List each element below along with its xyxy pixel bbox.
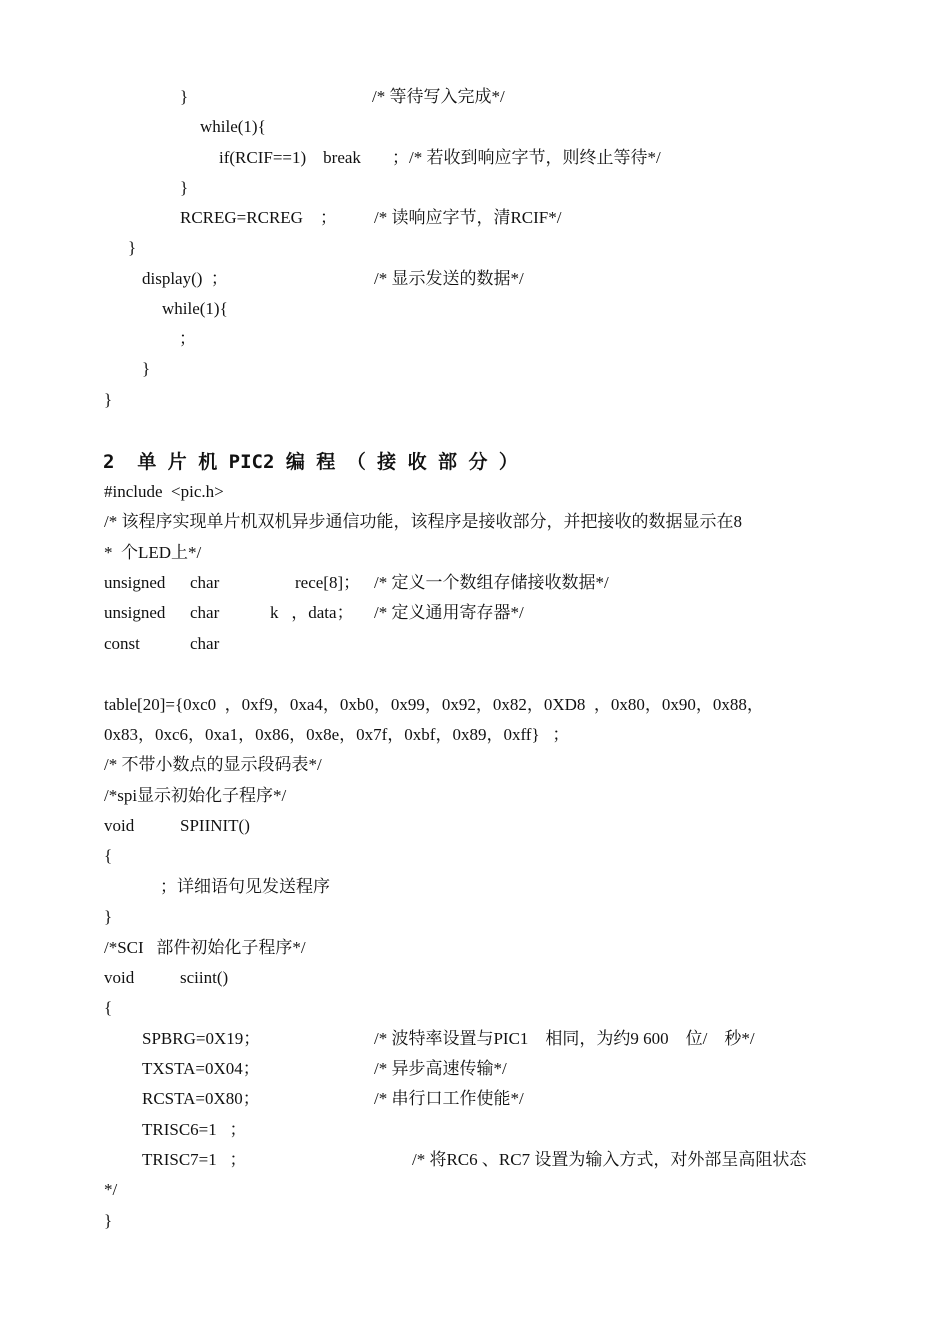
code-text: sciint()	[180, 968, 229, 987]
code-text: TRISC7=1 ；	[142, 1150, 247, 1169]
code-comment: /* 波特率设置与PIC1 相同，为约9 600 位/ 秒*/	[374, 1029, 755, 1048]
code-line: TRISC6=1 ；	[142, 1120, 247, 1139]
code-text: char	[190, 573, 220, 592]
code-line: }	[104, 1211, 113, 1230]
code-comment: /* 串行口工作使能*/	[374, 1089, 524, 1108]
code-line: #include <pic.h>	[104, 482, 224, 501]
code-text: void	[104, 968, 135, 987]
code-text: char	[190, 634, 220, 653]
code-comment: /* 定义一个数组存储接收数据*/	[374, 573, 609, 592]
code-comment: /* 定义通用寄存器*/	[374, 603, 524, 622]
code-comment: ；/* 若收到响应字节，则终止等待*/	[392, 148, 661, 167]
code-comment: /* 异步高速传输*/	[374, 1059, 507, 1078]
code-comment: * 个LED上*/	[104, 543, 202, 562]
code-text: unsigned	[104, 573, 166, 592]
code-text: RCREG=RCREG ；	[180, 208, 337, 227]
code-comment: /* 等待写入完成*/	[372, 87, 505, 106]
code-line: }	[128, 238, 137, 257]
code-line: }	[142, 359, 151, 378]
code-text: SPIINIT()	[180, 816, 250, 835]
code-line: {	[104, 846, 113, 865]
code-line: {	[104, 998, 113, 1017]
code-line: 0x83，0xc6，0xa1，0x86，0x8e，0x7f，0xbf，0x89，0xff} ；	[104, 725, 570, 744]
code-comment: */	[104, 1180, 118, 1199]
code-text: void	[104, 816, 135, 835]
code-line: ；	[179, 329, 196, 348]
code-line: ；详细语句见发送程序	[160, 877, 330, 896]
code-line	[0, 1149, 950, 1237]
code-text: unsigned	[104, 603, 166, 622]
code-line: }	[104, 907, 113, 926]
code-text: char	[190, 603, 220, 622]
code-text: TXSTA=0X04；	[142, 1059, 260, 1078]
code-line: }	[180, 178, 189, 197]
code-text: if(RCIF==1) break	[219, 148, 361, 167]
code-text: k ，data；	[270, 603, 354, 622]
code-line: while(1){	[162, 299, 228, 318]
section-heading: 2 单 片 机 PIC2 编 程 （ 接 收 部 分 ）	[103, 451, 518, 473]
code-comment: /*spi显示初始化子程序*/	[104, 786, 287, 805]
code-line: while(1){	[200, 117, 266, 136]
code-line: }	[104, 390, 113, 409]
code-comment: /* 读响应字节，清RCIF*/	[374, 208, 562, 227]
code-text: RCSTA=0X80；	[142, 1089, 260, 1108]
code-comment: /* 该程序实现单片机双机异步通信功能，该程序是接收部分，并把接收的数据显示在8	[104, 512, 742, 531]
code-text: SPBRG=0X19；	[142, 1029, 261, 1048]
code-line	[0, 815, 950, 903]
code-line: table[20]={0xc0 ，0xf9，0xa4，0xb0，0x99，0x92，0x82，0XD8 ，0x80，0x90，0x88，	[104, 695, 764, 714]
code-text: display() ；	[142, 269, 228, 288]
code-line	[0, 268, 950, 356]
code-comment: /*SCI 部件初始化子程序*/	[104, 938, 306, 957]
code-comment: /* 不带小数点的显示段码表*/	[104, 755, 322, 774]
code-text: rece[8]；	[295, 573, 361, 592]
code-comment: /* 显示发送的数据*/	[374, 269, 524, 288]
code-comment: /* 将RC6 、RC7 设置为输入方式，对外部呈高阻状态	[412, 1150, 807, 1169]
code-text: }	[180, 87, 189, 106]
code-text: const	[104, 634, 140, 653]
